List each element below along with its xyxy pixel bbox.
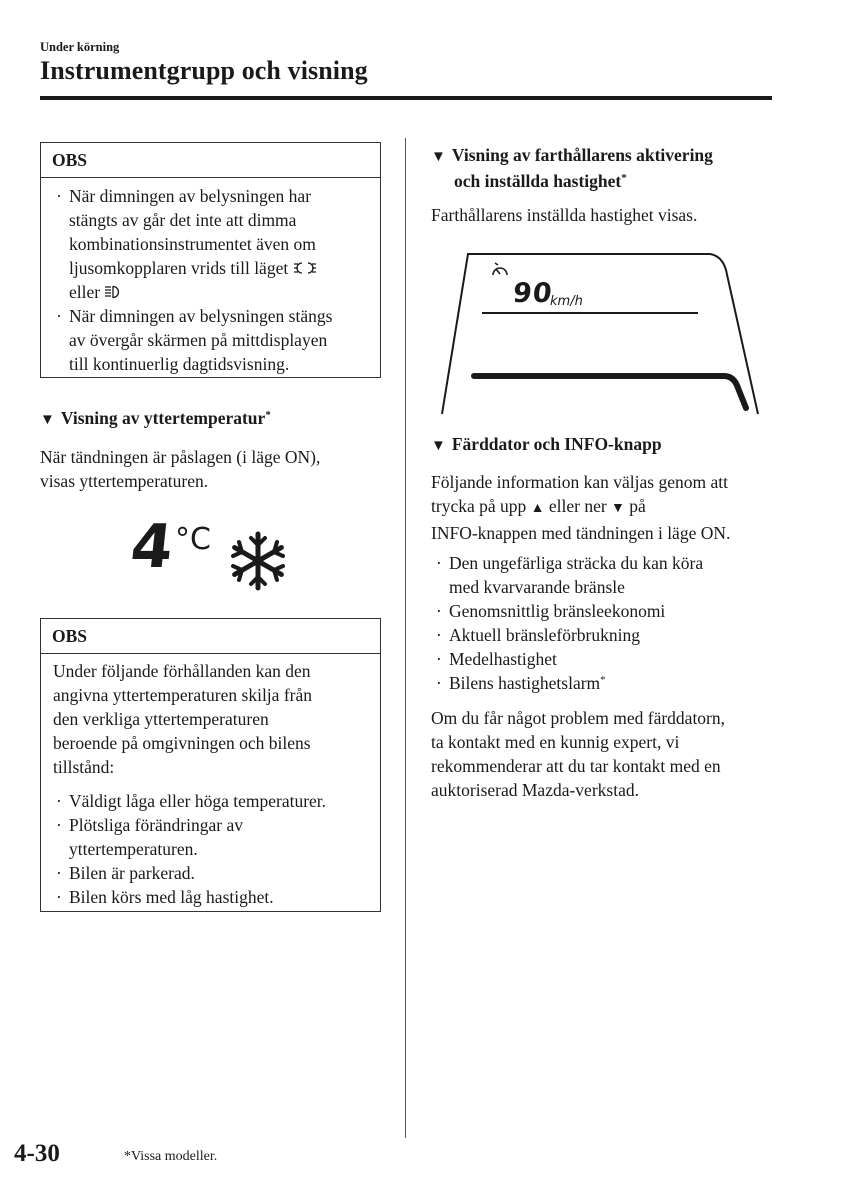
display-frame [440,248,760,418]
column-divider [405,138,406,1138]
obs-box-temperature [40,618,381,912]
text-line: stängts av går det inte att dimma [69,210,297,230]
obs-box-title: OBS [41,619,380,654]
obs-bullet: · Bilen är parkerad. [56,863,195,883]
header-rule [40,96,772,100]
outside-temp-heading: ▼ Visning av yttertemperatur* [40,408,271,428]
page-title: Instrumentgrupp och visning [40,56,368,85]
trip-computer-heading: ▼ Färddator och INFO-knapp [431,434,662,454]
trip-paragraph-2: Om du får något problem med färddatorn, ta kontakt med en kunnig expert, vi rekommenderar att du tar kontakt med en auktoriserad Mazda-verkstad. [431,708,726,800]
outside-temp-paragraph: När tändningen är påslagen (i läge ON), visas yttertemperaturen. [40,447,321,491]
cruise-set-speed: 90 [511,278,555,309]
cruise-speed-display [440,248,760,418]
section-label: Under körning [40,40,120,54]
temperature-unit: °C [175,522,211,557]
trip-paragraph-1: Följande information kan väljas genom att trycka på upp ▲ eller ner ▼ på INFO-knappen med tändningen i läge ON. [431,472,731,543]
text-line: När dimningen av belysningen har [69,186,312,206]
text-line: angivna yttertemperaturen skilja från [53,685,312,705]
text-line: till kontinuerlig dagtidsvisning. [69,354,290,374]
section-triangle-icon: ▼ [431,149,446,165]
obs-bullet-1: · När dimningen av belysningen har stängts av går det inte att dimma kombinationsinstrumentet även om ljusomkopplaren vrids till läget eller [53,184,368,304]
list-item: · Aktuell bränsleförbrukning [436,625,640,645]
section-triangle-icon: ▼ [431,438,446,454]
obs-box-title: OBS [41,143,380,178]
obs-bullet: · Bilen körs med låg hastighet. [56,887,274,907]
headlight-icon [104,285,122,299]
text-line: av övergår skärmen på mittdisplayen [69,330,328,350]
cruise-control-icon [490,261,510,281]
temperature-digit: 4 [127,512,177,582]
obs-bullet-2: · När dimningen av belysningen stängs av övergår skärmen på mittdisplayen till kontinuerlig dagtidsvisning. [53,304,368,376]
text-line-with-icon: eller [69,280,368,304]
outside-temp-display [125,512,295,590]
snowflake-icon [227,530,289,592]
cruise-speed-unit: km/h [550,294,583,309]
obs-bullet: · Väldigt låga eller höga temperaturer. [56,791,327,811]
text-line: kombinationsinstrumentet även om [69,234,316,254]
up-arrow-icon: ▲ [530,501,545,516]
list-item: · Medelhastighet [436,649,557,669]
list-item: · Bilens hastighetslarm* [436,673,606,693]
section-triangle-icon: ▼ [40,412,55,428]
page-number: 4-30 [14,1140,60,1167]
text-line: tillstånd: [53,757,115,777]
text-line: beroende på omgivningen och bilens [53,733,311,753]
footnote: *Vissa modeller. [124,1149,218,1164]
text-line: Under följande förhållanden kan den [53,661,311,681]
obs-bullet: · Plötsliga förändringar av yttertemperaturen. [56,815,243,859]
cruise-display-heading: ▼ Visning av farthållarens aktivering och inställda hastighet* [431,145,713,191]
cruise-paragraph: Farthållarens inställda hastighet visas. [431,205,698,225]
down-arrow-icon: ▼ [611,501,625,516]
obs-box-dimming [40,142,381,378]
text-line: När dimningen av belysningen stängs [69,306,333,326]
text-line-with-icon: ljusomkopplaren vrids till läget [69,256,368,280]
list-item: · Den ungefärliga sträcka du kan köra med kvarvarande bränsle [436,553,704,597]
position-light-icon [293,261,317,275]
text-line: den verkliga yttertemperaturen [53,709,269,729]
trip-info-list [431,551,781,695]
list-item: · Genomsnittlig bränsleekonomi [436,601,666,621]
